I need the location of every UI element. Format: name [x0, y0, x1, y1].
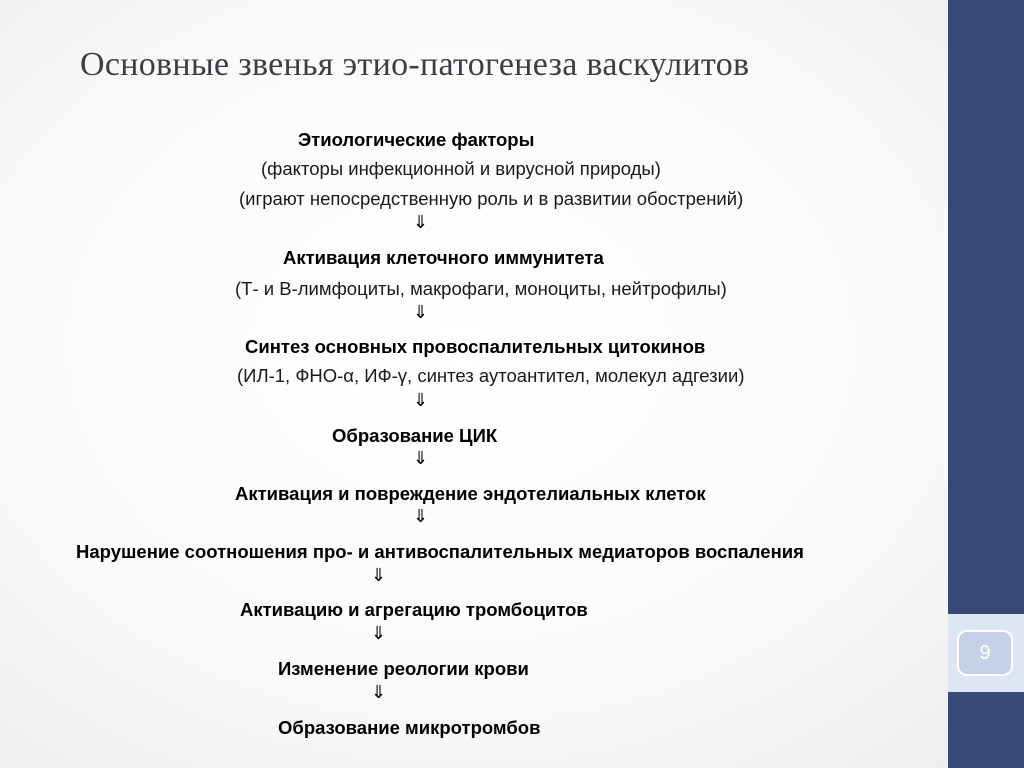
flow-arrow-5: ⇓: [413, 506, 429, 527]
slide-number: 9: [979, 641, 991, 664]
step-cellular-immunity-detail: (Т- и В-лимфоциты, макрофаги, моноциты, нейтрофилы): [235, 278, 727, 299]
step-cic-heading: Образование ЦИК: [332, 425, 498, 446]
flow-arrow-1: ⇓: [413, 212, 429, 233]
step-cytokines-heading: Синтез основных провоспалительных цитокинов: [245, 336, 706, 357]
flow-arrow-6: ⇓: [371, 565, 387, 586]
flow-arrow-2: ⇓: [413, 302, 429, 323]
slide-number-badge: [957, 630, 1013, 676]
step-microthrombi-heading: Образование микротромбов: [278, 717, 541, 738]
step-platelets-heading: Активацию и агрегацию тромбоцитов: [240, 599, 588, 620]
step-cytokines-detail: (ИЛ-1, ФНО-α, ИФ-γ, синтез аутоантител, молекул адгезии): [237, 365, 745, 386]
step-cellular-immunity-heading: Активация клеточного иммунитета: [283, 247, 604, 268]
step-rheology-heading: Изменение реологии крови: [278, 658, 529, 679]
flow-arrow-7: ⇓: [371, 623, 387, 644]
slide-number-band: [948, 614, 1024, 692]
flow-arrow-8: ⇓: [371, 682, 387, 703]
step-endothelial-heading: Активация и повреждение эндотелиальных клеток: [235, 483, 706, 504]
step-etiology-heading: Этиологические факторы: [298, 129, 535, 150]
slide-title: Основные звенья этио-патогенеза васкулитов: [80, 46, 750, 83]
step-mediators-heading: Нарушение соотношения про- и антивоспалительных медиаторов воспаления: [76, 541, 804, 562]
step-etiology-detail-1: (факторы инфекционной и вирусной природы): [261, 158, 661, 179]
flow-arrow-3: ⇓: [413, 390, 429, 411]
flow-arrow-4: ⇓: [413, 448, 429, 469]
sidebar-decoration: [948, 0, 1024, 768]
step-etiology-detail-2: (играют непосредственную роль и в развитии обострений): [239, 188, 744, 209]
